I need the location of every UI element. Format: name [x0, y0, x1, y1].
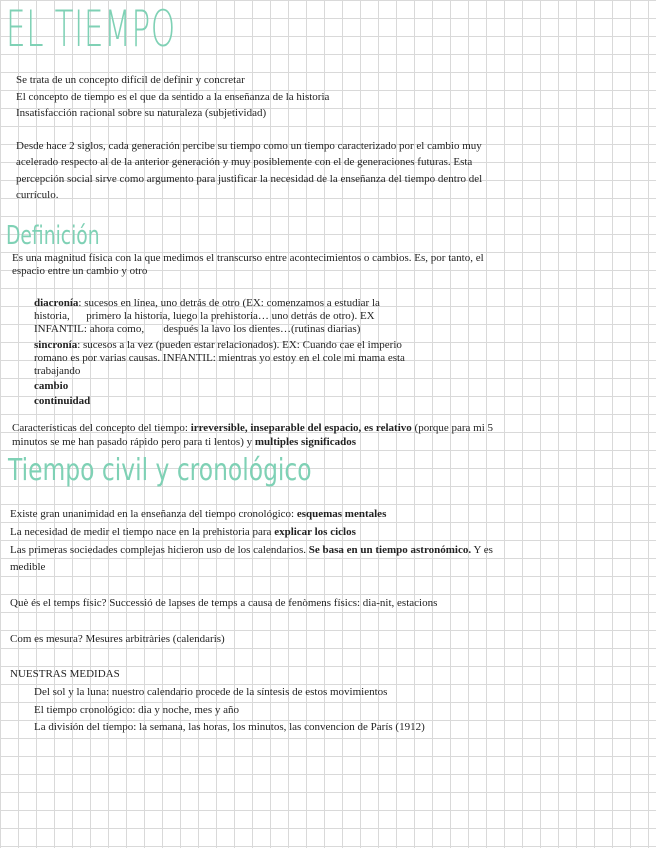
- medida-item-3: La división del tiempo: la semana, las horas, los minutos, las convencion de París (1912): [34, 721, 425, 733]
- civil-c-text: Las primeras sociedades complejas hicieron uso de los calendarios.: [10, 544, 309, 556]
- cambio-term: [34, 379, 68, 394]
- civil-a-bold: esquemas mentales: [296, 508, 387, 520]
- civil-line-c: [10, 543, 493, 558]
- car2-bold: multiples significados: [254, 436, 357, 448]
- sincronia-line-2: romano es por varias causas. INFANTIL: mientras yo estoy en el cole mi mama esta: [34, 352, 405, 364]
- sincronia-term: sincronía: [34, 339, 78, 351]
- car2-text: minutos se me han pasado rápido pero para ti lentos) y: [12, 436, 255, 448]
- question-2: Com es mesura? Mesures arbitràries (calendaris): [10, 633, 225, 645]
- caracteristicas-line-2: [12, 435, 356, 450]
- intro-line-3: Insatisfacción racional sobre su naturaleza (subjetividad): [16, 107, 267, 119]
- diacronia-line-2: historia, primero la historia, luego la prehistoria… uno detrás de otro). EX: [34, 310, 375, 322]
- diacronia-term: diacronía: [34, 297, 79, 309]
- def-line-1: Es una magnitud física con la que medimos el transcurso entre acontecimientos o cambios. Es, por tanto, el: [12, 252, 484, 264]
- definicion-heading: Definición: [6, 221, 100, 251]
- civil-b-text: La necesidad de medir el tiempo nace en la prehistoria para: [10, 526, 275, 538]
- para-line-4: currículo.: [16, 189, 59, 201]
- diacronia-text: : sucesos en línea, uno detrás de otro (EX: comenzamos a estudiar la: [78, 297, 380, 309]
- intro-line-2: El concepto de tiempo es el que da sentido a la enseñanza de la historia: [16, 91, 330, 103]
- continuidad-term: [34, 394, 90, 409]
- car-bold: irreversible, inseparable del espacio, es relativo: [190, 422, 412, 434]
- medida-item-2: El tiempo cronológico: dia y noche, mes y año: [34, 704, 239, 716]
- civil-line-a: [10, 507, 386, 522]
- intro-line-1: Se trata de un concepto difícil de definir y concretar: [16, 74, 245, 86]
- continuidad-label: continuidad: [34, 395, 91, 407]
- medidas-title: NUESTRAS MEDIDAS: [10, 668, 120, 680]
- para-line-1: Desde hace 2 siglos, cada generación percibe su tiempo como un tiempo caracterizado por el cambio muy: [16, 140, 482, 152]
- civil-a-text: Existe gran unanimidad en la enseñanza del tiempo cronológico:: [10, 508, 297, 520]
- civil-heading: Tiempo civil y cronológico: [8, 453, 312, 488]
- cambio-label: cambio: [34, 380, 69, 392]
- caracteristicas-line-1: [12, 421, 493, 436]
- para-line-3: percepción social sirve como argumento para justificar la necesidad de la enseñanza del tiempo dentro del: [16, 173, 483, 185]
- para-line-2: acelerado respecto al de la anterior generación y muy posiblemente con el de generaciones futuras. Esta: [16, 156, 473, 168]
- civil-b-bold: explicar los ciclos: [274, 526, 356, 538]
- sincronia-line-3: trabajando: [34, 365, 81, 377]
- diacronia-line-3: INFANTIL: ahora como, después la lavo los dientes…(rutinas diarias): [34, 323, 361, 335]
- car-text: Características del concepto del tiempo:: [12, 422, 191, 434]
- civil-line-c2: medible: [10, 561, 46, 573]
- sincronia-text: : sucesos a la vez (pueden estar relacionados). EX: Cuando cae el imperio: [77, 339, 402, 351]
- car-text-post: (porque para mi 5: [411, 422, 494, 434]
- civil-c-bold: Se basa en un tiempo astronómico.: [308, 544, 472, 556]
- civil-c-post: Y es: [471, 544, 493, 556]
- civil-line-b: [10, 525, 356, 540]
- question-1: Què és el temps físic? Successió de lapses de temps a causa de fenòmens físics: dia-nit, estacions: [10, 597, 438, 609]
- page-title: EL TIEMPO: [6, 0, 176, 58]
- medida-item-1: Del sol y la luna: nuestro calendario procede de la síntesis de estos movimientos: [34, 686, 388, 698]
- def-line-2: espacio entre un cambio y otro: [12, 265, 148, 277]
